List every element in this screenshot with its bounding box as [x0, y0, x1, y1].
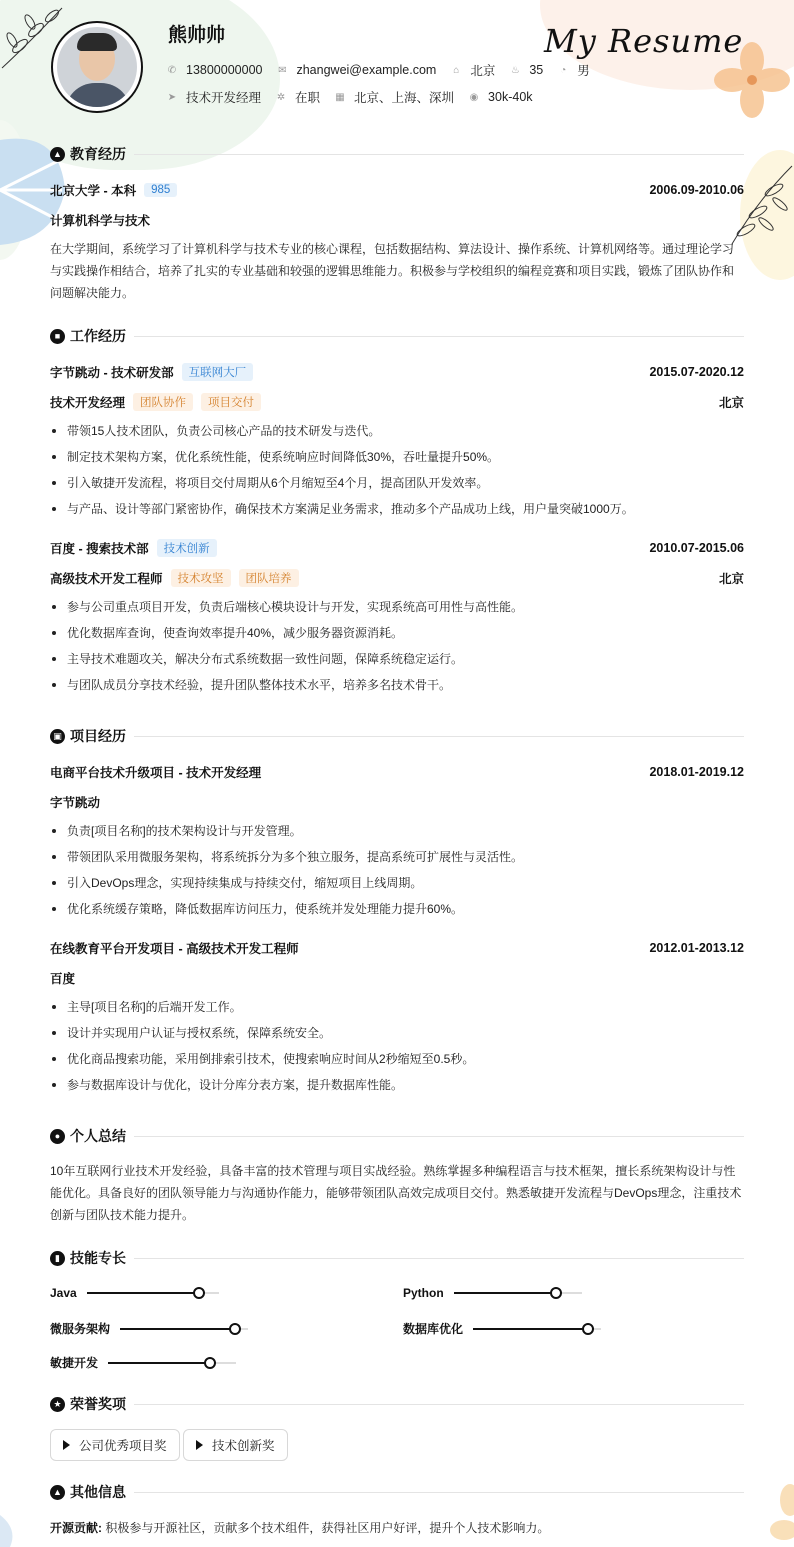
project-company-row — [50, 969, 744, 987]
leaf-bottom-left-icon — [0, 1515, 20, 1547]
list-item: 参与数据库设计与优化，设计分库分表方案，提升数据库性能。 — [50, 1075, 744, 1101]
award-label: 公司优秀项目奖 — [79, 1439, 167, 1453]
project-bullets — [50, 821, 744, 925]
candidate-name: 熊帅帅 — [168, 25, 226, 46]
education-school-row — [50, 181, 744, 199]
job-role: 技术开发经理 — [50, 396, 126, 410]
gender-item — [557, 61, 590, 79]
job-bullets — [50, 421, 744, 525]
skill-fill — [473, 1328, 588, 1330]
play-triangle-icon — [196, 1440, 203, 1450]
project-period: 2018.01-2019.12 — [649, 765, 744, 779]
other-label: 开源贡献: — [50, 1521, 102, 1535]
skill-knob — [193, 1287, 205, 1299]
skill-fill — [87, 1292, 199, 1294]
education-period: 2006.09-2010.06 — [649, 183, 744, 197]
divider — [134, 336, 744, 337]
skill-name: 微服务架构 — [50, 1322, 111, 1336]
contact-row — [166, 61, 604, 79]
divider — [134, 1258, 744, 1259]
major: 计算机科学与技术 — [50, 214, 151, 228]
skill-name: Java — [50, 1286, 77, 1300]
list-item: 负责[项目名称]的技术架构设计与开发管理。 — [50, 821, 744, 847]
cake-icon: ♨ — [510, 64, 520, 76]
other-section-header — [50, 1482, 744, 1502]
list-item: 优化商品搜索功能，采用倒排索引技术，使搜索响应时间从2秒缩短至0.5秒。 — [50, 1049, 744, 1075]
job-intent-row — [166, 88, 547, 106]
job-role-row — [50, 393, 744, 411]
award-chip[interactable] — [183, 1429, 288, 1461]
project-company: 字节跳动 — [50, 796, 101, 810]
skill-name: 数据库优化 — [403, 1322, 464, 1336]
phone-icon: ✆ — [167, 64, 177, 76]
list-item: 优化数据库查询，使查询效率提升40%，减少服务器资源消耗。 — [50, 623, 744, 649]
skill-item — [50, 1320, 248, 1337]
projects-section-header — [50, 726, 744, 746]
project-name: 在线教育平台开发项目 - 高级技术开发工程师 — [50, 942, 299, 956]
project-company-row — [50, 793, 744, 811]
email-text: zhangwei@example.com — [296, 63, 437, 77]
other-title: 其他信息 — [70, 1484, 126, 1500]
divider — [134, 736, 744, 737]
job-city: 北京 — [718, 396, 744, 410]
job-bullets — [50, 597, 744, 701]
location-item — [450, 61, 495, 79]
project-bullets — [50, 997, 744, 1101]
list-item: 主导[项目名称]的后端开发工作。 — [50, 997, 744, 1023]
work-section-header — [50, 326, 744, 346]
skill-knob — [204, 1357, 216, 1369]
role-tag: 团队培养 — [239, 569, 299, 587]
project-row — [50, 939, 744, 957]
skill-knob — [550, 1287, 562, 1299]
building-icon: ▦ — [335, 91, 345, 103]
role-tag: 项目交付 — [201, 393, 261, 411]
info-icon: ▲ — [50, 1485, 65, 1500]
skill-slider — [87, 1292, 219, 1294]
skill-slider — [473, 1328, 601, 1330]
list-item: 与团队成员分享技术经验，提升团队整体技术水平，培养多名技术骨干。 — [50, 675, 744, 701]
other-text: 积极参与开源社区，贡献多个技术组件，获得社区用户好评，提升个人技术影响力。 — [105, 1521, 550, 1535]
skill-item — [50, 1286, 219, 1300]
skill-fill — [108, 1362, 210, 1364]
user-icon: ● — [50, 1129, 65, 1144]
avatar — [51, 21, 143, 113]
salary-text: 30k-40k — [488, 90, 533, 104]
project-name: 电商平台技术升级项目 - 技术开发经理 — [50, 766, 262, 780]
skill-item — [403, 1286, 582, 1300]
summary-title: 个人总结 — [70, 1128, 126, 1144]
role-tag: 团队协作 — [133, 393, 193, 411]
projects-title: 项目经历 — [70, 728, 126, 744]
skill-knob — [582, 1323, 594, 1335]
list-item: 设计并实现用户认证与授权系统，保障系统安全。 — [50, 1023, 744, 1049]
fern-branch-icon — [728, 160, 794, 250]
skill-slider — [108, 1362, 236, 1364]
job-company-row — [50, 539, 744, 557]
resume-title: My Resume — [544, 22, 744, 60]
cities-item — [334, 88, 454, 106]
position-item — [166, 88, 261, 106]
list-item: 引入DevOps理念，实现持续集成与持续交付，缩短项目上线周期。 — [50, 873, 744, 899]
position-text: 技术开发经理 — [186, 91, 262, 105]
divider — [134, 1404, 744, 1405]
project-period: 2012.01-2013.12 — [649, 941, 744, 955]
award-chip[interactable] — [50, 1429, 180, 1461]
education-description: 在大学期间，系统学习了计算机科学与技术专业的核心课程，包括数据结构、算法设计、操作系统、计算机网络等。通过理论学习与实践操作相结合，培养了扎实的专业基础和较强的逻辑思维能力。积极参与学校组织的编程竞赛和项目实践，锻炼了团队协作和问题解决能力。 — [50, 242, 735, 300]
skills-section-header — [50, 1248, 744, 1268]
education-section-header — [50, 144, 744, 164]
summary-text: 10年互联网行业技术开发经验，具备丰富的技术管理与项目实战经验。熟练掌握多种编程语言与技术框架，擅长系统架构设计与性能优化。具备良好的团队领导能力与沟通协作能力，能够带领团队高效完成项目交付。熟悉敏捷开发流程与DevOps理念，注重技术创新与团队技术能力提升。 — [50, 1164, 742, 1222]
bar-chart-icon: ▮ — [50, 1251, 65, 1266]
send-icon: ➤ — [167, 91, 177, 103]
graduation-cap-icon: ▲ — [50, 147, 65, 162]
job-role-row — [50, 569, 744, 587]
project-company: 百度 — [50, 972, 76, 986]
skill-item — [50, 1354, 236, 1371]
summary-section-header — [50, 1126, 744, 1146]
skill-fill — [120, 1328, 235, 1330]
skill-name: 敏捷开发 — [50, 1356, 99, 1370]
home-icon: ⌂ — [453, 64, 460, 76]
play-triangle-icon — [63, 1440, 70, 1450]
job-company-row — [50, 363, 744, 381]
awards-section-header — [50, 1394, 744, 1414]
list-item: 优化系统缓存策略，降低数据库访问压力，使系统并发处理能力提升60%。 — [50, 899, 744, 925]
skill-fill — [454, 1292, 556, 1294]
email-icon: ✉ — [278, 64, 287, 76]
job-role: 高级技术开发工程师 — [50, 572, 163, 586]
grid-icon: ▣ — [50, 729, 65, 744]
phone-item — [166, 63, 262, 77]
project-row — [50, 763, 744, 781]
list-item: 主导技术难题攻关，解决分布式系统数据一致性问题，保障系统稳定运行。 — [50, 649, 744, 675]
company-tag: 互联网大厂 — [182, 363, 254, 381]
job-period: 2015.07-2020.12 — [649, 365, 744, 379]
divider — [134, 154, 744, 155]
school-name: 北京大学 - 本科 — [50, 184, 137, 198]
status-item — [275, 88, 320, 106]
education-major-row — [50, 211, 744, 229]
award-label: 技术创新奖 — [212, 1439, 275, 1453]
divider — [134, 1492, 744, 1493]
skill-slider — [454, 1292, 582, 1294]
company-tag: 技术创新 — [157, 539, 217, 557]
school-tag: 985 — [144, 183, 177, 197]
avatar-photo — [57, 27, 137, 107]
age-text: 35 — [529, 63, 544, 77]
briefcase-icon: ■ — [50, 329, 65, 344]
settings-icon: ✲ — [276, 91, 286, 103]
company-name: 字节跳动 - 技术研发部 — [50, 366, 174, 380]
gender-icon: ◔ — [560, 64, 567, 76]
divider — [134, 1136, 744, 1137]
company-name: 百度 - 搜索技术部 — [50, 542, 149, 556]
skills-title: 技能专长 — [70, 1250, 126, 1266]
medal-icon: ★ — [50, 1397, 65, 1412]
list-item: 参与公司重点项目开发，负责后端核心模块设计与开发，实现系统高可用性与高性能。 — [50, 597, 744, 623]
flower-bottom-icon — [760, 1480, 794, 1547]
age-item — [509, 63, 543, 77]
list-item: 引入敏捷开发流程，将项目交付周期从6个月缩短至4个月，提高团队开发效率。 — [50, 473, 744, 499]
location-text: 北京 — [470, 64, 496, 78]
gender-text: 男 — [577, 64, 590, 78]
phone-text: 13800000000 — [186, 63, 263, 77]
skill-name: Python — [403, 1286, 444, 1300]
education-title: 教育经历 — [70, 146, 126, 162]
list-item: 带领团队采用微服务架构，将系统拆分为多个独立服务，提高系统可扩展性与灵活性。 — [50, 847, 744, 873]
coin-icon: ◉ — [469, 91, 479, 103]
job-city: 北京 — [718, 572, 744, 586]
skill-item — [403, 1320, 601, 1337]
job-period: 2010.07-2015.06 — [649, 541, 744, 555]
cities-text: 北京、上海、深圳 — [354, 91, 455, 105]
skill-knob — [229, 1323, 241, 1335]
salary-item — [468, 90, 532, 104]
awards-title: 荣誉奖项 — [70, 1396, 126, 1412]
list-item: 制定技术架构方案，优化系统性能，使系统响应时间降低30%，吞吐量提升50%。 — [50, 447, 744, 473]
email-item — [276, 63, 436, 77]
skill-slider — [120, 1328, 248, 1330]
status-text: 在职 — [295, 91, 321, 105]
other-info-line — [50, 1517, 744, 1539]
list-item: 与产品、设计等部门紧密协作，确保技术方案满足业务需求，推动多个产品成功上线，用户量突破1000万。 — [50, 499, 744, 525]
list-item: 带领15人技术团队，负责公司核心产品的技术研发与迭代。 — [50, 421, 744, 447]
role-tag: 技术攻坚 — [171, 569, 231, 587]
work-title: 工作经历 — [70, 328, 126, 344]
